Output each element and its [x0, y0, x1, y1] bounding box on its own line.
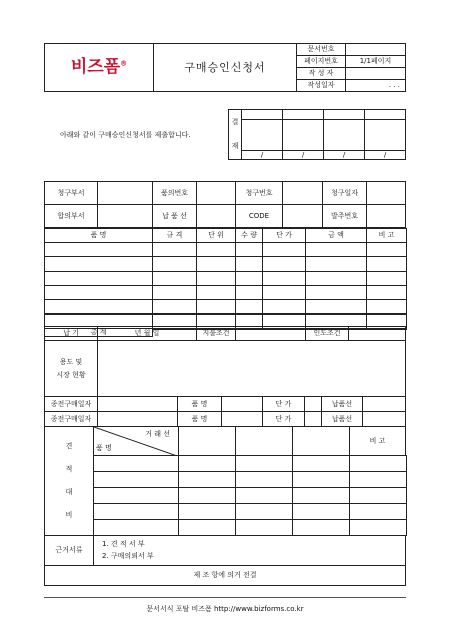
title-box: [153, 43, 297, 92]
table-row-cell: [305, 256, 367, 271]
quote-side-label: [44, 426, 94, 536]
quote-row-cell: [93, 519, 179, 536]
quote-note-label: 비 고: [369, 436, 386, 445]
meta-value-date: . . .: [345, 79, 406, 92]
quote-row-cell: [292, 471, 350, 488]
table-row-cell: [366, 299, 407, 314]
table-row-cell: [262, 271, 306, 286]
quote-row-cell: [93, 455, 179, 472]
table-row-cell: [235, 256, 263, 271]
table-row-cell: [44, 271, 153, 286]
table-row-cell: [235, 242, 263, 257]
intro-text: 아래와 같이 구매승인신청서를 제출합니다.: [60, 131, 191, 139]
table-row-cell: [262, 299, 306, 314]
page-title: 구매승인신청서: [184, 61, 266, 74]
items-header-2: 규 격: [152, 228, 197, 243]
value-handover: [348, 326, 406, 341]
value-prior-item-1: [221, 396, 263, 412]
items-total-label: 총 계: [44, 328, 153, 337]
items-header-4: 수 량: [235, 228, 263, 243]
label-prior-item-1: 품 명: [177, 396, 222, 412]
label-prior-date-2: 종전구매일자: [44, 411, 98, 427]
table-row-cell: [262, 242, 306, 257]
value-delivery-date: 년 월 일: [97, 326, 197, 341]
quote-row-cell: [235, 455, 293, 472]
quote-row-cell: [349, 503, 407, 520]
table-row-cell: [366, 242, 407, 257]
value-code: [282, 204, 323, 228]
approval-sign-3: [323, 119, 365, 151]
quote-diagonal-header: [93, 426, 179, 456]
approval-side-top: 결: [231, 117, 239, 126]
quote-row-cell: [178, 487, 236, 504]
quote-row-cell: [235, 471, 293, 488]
quote-side-char-4: 비: [65, 511, 73, 519]
quote-diag-bottom: 품 명: [96, 444, 112, 452]
logo-box: [44, 43, 154, 92]
label-proposal-no: 품의번호: [152, 181, 197, 205]
label-prior-price-1: 단 가: [262, 396, 305, 412]
table-row-cell: [262, 285, 306, 300]
value-agree-dept: [97, 204, 153, 228]
table-row-cell: [235, 271, 263, 286]
table-row-cell: [44, 285, 153, 300]
footer-text: 문서서식 포탈 비즈폼 http://www.bizforms.co.kr: [146, 605, 304, 613]
table-row-cell: [305, 285, 367, 300]
label-prior-price-2: 단 가: [262, 411, 305, 427]
label-payment: 지불조건: [196, 326, 236, 341]
quote-row-cell: [178, 519, 236, 536]
value-prior-item-2: [221, 411, 263, 427]
table-row-cell: [44, 256, 153, 271]
value-prior-date-2: [97, 411, 178, 427]
table-row-cell: [152, 271, 197, 286]
value-basis: [93, 535, 406, 566]
table-row-cell: [44, 242, 153, 257]
approval-side: [228, 109, 242, 160]
label-order-no: 발주번호: [322, 204, 367, 228]
label-usage: [44, 340, 98, 397]
table-row-cell: [305, 299, 367, 314]
table-row-cell: [235, 299, 263, 314]
table-row-cell: [196, 299, 236, 314]
table-row-cell: [305, 271, 367, 286]
table-row-cell: [196, 256, 236, 271]
value-usage: [97, 340, 406, 397]
table-row-cell: [152, 299, 197, 314]
quote-row-cell: [235, 503, 293, 520]
quote-row-cell: [349, 471, 407, 488]
items-header-1: 품 명: [44, 228, 153, 243]
table-row-cell: [44, 299, 153, 314]
quote-vendor-3: [292, 426, 350, 456]
quote-row-cell: [292, 519, 350, 536]
label-prior-supplier-2: 납품선: [321, 411, 363, 427]
table-row-cell: [305, 242, 367, 257]
approval-date-3: /: [323, 150, 365, 160]
meta-label-date: 작성일자: [296, 79, 346, 92]
approval-sign-2: [282, 119, 324, 151]
logo: 비즈폼®: [70, 57, 128, 77]
quote-row-cell: [292, 487, 350, 504]
label-prior-item-2: 품 명: [177, 411, 222, 427]
quote-vendor-1: [178, 426, 236, 456]
value-supplier: [196, 204, 236, 228]
label-delivery: 납 기: [44, 326, 98, 341]
label-handover: 인도조건: [305, 326, 349, 341]
value-prior-price-2: [304, 411, 322, 427]
table-row-cell: [262, 256, 306, 271]
label-supplier: 납 품 선: [152, 204, 197, 228]
quote-row-cell: [349, 455, 407, 472]
value-payment: [235, 326, 306, 341]
value-request-dept: [97, 181, 153, 205]
quote-side-char-2: 적: [65, 465, 73, 473]
approval-side-bottom: 재: [231, 142, 239, 151]
label-basis: 근거서류: [44, 535, 94, 566]
value-prior-price-1: [304, 396, 322, 412]
value-prior-supplier-2: [362, 411, 406, 427]
label-prior-date-1: 종전구매일자: [44, 396, 98, 412]
label-code: CODE: [235, 204, 283, 228]
basis-line-2: 2. 구매의뢰서 부: [102, 552, 154, 560]
table-row-cell: [366, 285, 407, 300]
table-row-cell: [366, 271, 407, 286]
usage-line-1: 용도 및: [59, 357, 83, 366]
quote-diag-top: 거 래 선: [145, 430, 170, 438]
meta-label-page-number: 페이지번호: [296, 55, 346, 68]
quote-side-char-1: 견: [65, 442, 73, 450]
value-order-no: [366, 204, 406, 228]
basis-line-1: 1. 견 적 서 부: [102, 540, 145, 548]
meta-value-page-number: 1/1페이지: [345, 55, 406, 68]
table-row-cell: [196, 285, 236, 300]
approval-statement: 제 조 항에 의거 전결: [44, 565, 406, 586]
quote-row-cell: [349, 487, 407, 504]
quote-note-header: [349, 426, 406, 456]
quote-row-cell: [178, 455, 236, 472]
table-row-cell: [196, 271, 236, 286]
label-request-date: 청구일자: [322, 181, 367, 205]
quote-vendor-2: [235, 426, 293, 456]
approval-date-2: /: [282, 150, 324, 160]
meta-label-doc-number: 문서번호: [296, 43, 346, 56]
table-row-cell: [235, 285, 263, 300]
quote-row-cell: [93, 471, 179, 488]
value-prior-supplier-1: [362, 396, 406, 412]
value-request-no: [282, 181, 323, 205]
label-prior-supplier-1: 납품선: [321, 396, 363, 412]
items-header-3: 단 위: [196, 228, 236, 243]
value-request-date: [366, 181, 406, 205]
quote-row-cell: [292, 503, 350, 520]
footer-rule: [44, 597, 406, 598]
approval-date-1: /: [241, 150, 283, 160]
label-agree-dept: 합의부서: [44, 204, 98, 228]
table-row-cell: [196, 242, 236, 257]
table-row-cell: [152, 242, 197, 257]
meta-label-author: 작 성 자: [296, 67, 346, 80]
quote-row-cell: [93, 487, 179, 504]
quote-row-cell: [235, 487, 293, 504]
quote-side-char-3: 대: [65, 488, 73, 496]
approval-sign-1: [241, 119, 283, 151]
label-request-dept: 청구부서: [44, 181, 98, 205]
table-row-cell: [152, 285, 197, 300]
quote-row-cell: [292, 455, 350, 472]
quote-row-cell: [93, 503, 179, 520]
quote-row-cell: [349, 519, 407, 536]
items-header-6: 금 액: [305, 228, 367, 243]
quote-row-cell: [178, 503, 236, 520]
approval-date-4: /: [364, 150, 406, 160]
value-prior-date-1: [97, 396, 178, 412]
table-row-cell: [152, 256, 197, 271]
items-header-5: 단 가: [262, 228, 306, 243]
value-proposal-no: [196, 181, 236, 205]
label-request-no: 청구번호: [235, 181, 283, 205]
items-header-7: 비 고: [366, 228, 407, 243]
table-row-cell: [366, 256, 407, 271]
quote-row-cell: [235, 519, 293, 536]
usage-line-2: 시장 현황: [56, 370, 86, 379]
approval-sign-4: [364, 119, 406, 151]
quote-row-cell: [178, 471, 236, 488]
